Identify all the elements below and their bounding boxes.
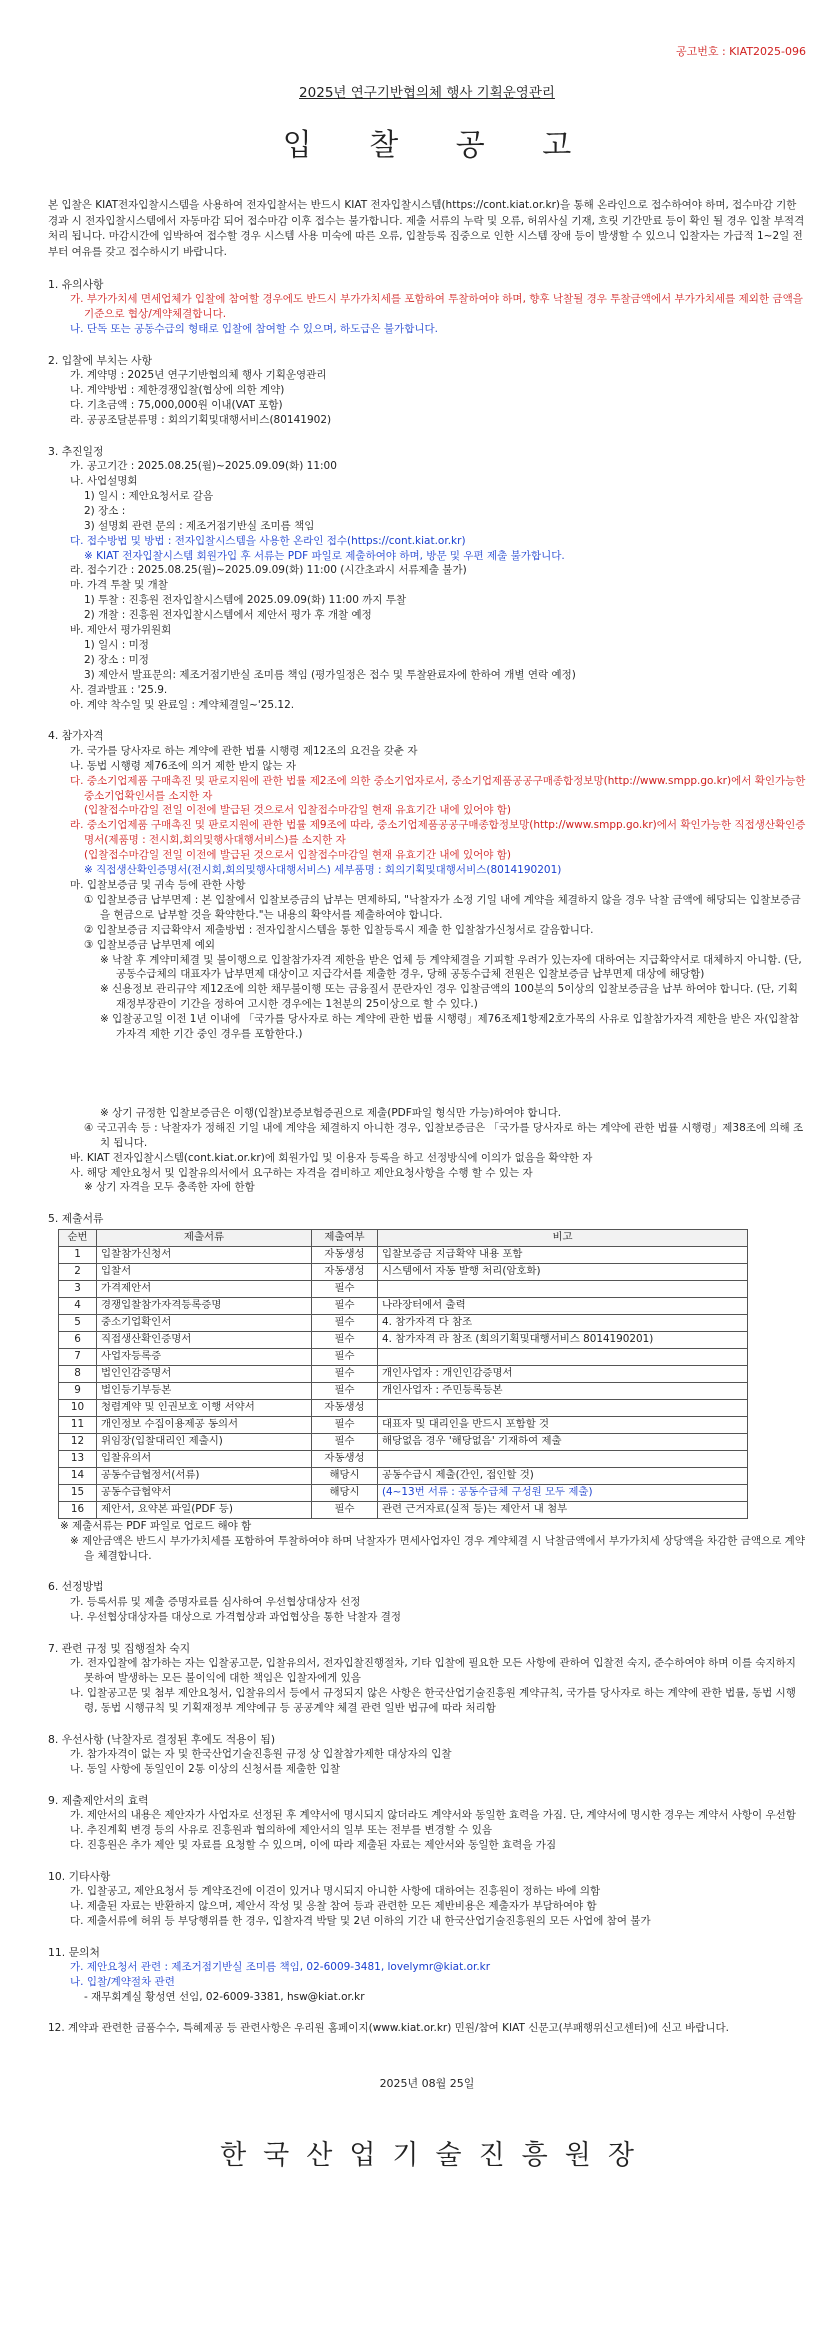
remarks <box>378 1450 748 1467</box>
note: ※ 제출서류는 PDF 파일로 업로드 해야 함 <box>60 1519 252 1532</box>
row-number: 9 <box>59 1382 97 1399</box>
remarks: 관련 근거자료(실적 등)는 제안서 내 첨부 <box>378 1501 748 1518</box>
list-item: 라. 공공조달분류명 : 회의기획및대행서비스(80141902) <box>70 413 332 426</box>
list-item: ④ 국고귀속 등 : 낙찰자가 정해진 기일 내에 계약을 체결하지 아니한 경우, 입찰보증금은 「국가를 당사자로 하는 계약에 관한 법률 시행령」제38조에 의해 조치 됩니다. <box>84 1121 804 1149</box>
submission-status: 필수 <box>312 1331 378 1348</box>
list-item: 라. 중소기업제품 구매촉진 및 판로지원에 관한 법률 제9조에 따라, 중소기업제품공공구매종합정보망(http://www.smpp.go.kr)에서 확인가능한 직접생산확인증명서(제품명 : 전시회,회의및행사대행서비스)를 소지한 자 <box>70 819 806 847</box>
table-row <box>59 1365 748 1382</box>
list-item: 다. 제출서류에 허위 등 부당행위를 한 경우, 입찰자격 박탈 및 2년 이하의 기간 내 한국산업기술진흥원의 모든 사업에 참여 불가 <box>70 1914 651 1927</box>
table-row <box>59 1246 748 1263</box>
submission-status: 필수 <box>312 1297 378 1314</box>
document-name: 직접생산확인증명서 <box>97 1331 312 1348</box>
section-heading: 9. 제출제안서의 효력 <box>48 1793 149 1807</box>
list-item: ③ 입찰보증금 납부면제 예외 <box>84 938 215 951</box>
submission-status: 필수 <box>312 1348 378 1365</box>
list-item: 바. 제안서 평가위원회 <box>70 624 172 637</box>
contact-proposal: 가. 제안요청서 관련 : 제조거점기반실 조미름 책임, 02-6009-3481, lovelymr@kiat.or.kr <box>70 1961 491 1974</box>
note: ※ 직접생산확인증명서(전시회,회의및행사대행서비스) 세부품명 : 회의기획및대행서비스(8014190201) <box>84 864 562 877</box>
document-name: 공동수급협정서(서류) <box>97 1467 312 1484</box>
section-invalid <box>48 1732 806 1777</box>
note: ※ KIAT 전자입찰시스템 회원가입 후 서류는 PDF 파일로 제출하여야 하며, 방문 및 우편 제출 불가합니다. <box>84 549 565 562</box>
section-documents <box>48 1211 806 1563</box>
list-item: 마. 입찰보증금 및 귀속 등에 관한 사항 <box>70 878 246 891</box>
list-item: 가. 전자입찰에 참가하는 자는 입찰공고문, 입찰유의서, 전자입찰진행절차, 기타 입찰에 필요한 모든 사항에 관하여 입찰전 숙지, 준수하여야 하며 이를 숙지하지 못하여 발생하는 모든 불이익에 대한 책임은 입찰자에게 있음 <box>70 1656 796 1684</box>
row-number: 8 <box>59 1365 97 1382</box>
list-item: 나. 입찰공고문 및 첨부 제안요청서, 입찰유의서 등에서 규정되지 않은 사항은 한국산업기술진흥원 계약규칙, 국가를 당사자로 하는 계약에 관한 법률, 동법 시행령, 동법 시행규칙 및 기획재정부 계약예규 등 공공계약 체결 관련 일반 법규에 따라 처리함 <box>70 1686 796 1714</box>
notice-number: 공고번호 : KIAT2025-096 <box>675 45 806 58</box>
remarks <box>378 1399 748 1416</box>
submission-status: 필수 <box>312 1382 378 1399</box>
table-row <box>59 1467 748 1484</box>
table-row <box>59 1280 748 1297</box>
document-name: 법인등기부등본 <box>97 1382 312 1399</box>
section-schedule <box>48 444 806 713</box>
documents-table <box>58 1229 748 1519</box>
table-row <box>59 1297 748 1314</box>
list-item: 나. 추진계획 변경 등의 사유로 진흥원과 협의하에 제안서의 일부 또는 전부를 변경할 수 있음 <box>70 1823 493 1836</box>
row-number: 6 <box>59 1331 97 1348</box>
remarks: 해당없음 경우 '해당없음' 기재하여 제출 <box>378 1433 748 1450</box>
section-heading: 8. 우선사항 (낙찰자로 결정된 후에도 적용이 됨) <box>48 1732 276 1746</box>
note: ※ 낙찰 후 계약미체결 및 불이행으로 입찰참가자격 제한을 받은 업체 등 계약체결을 기피할 우려가 있는자에 대하여는 지급확약서로 대체하지 아니함. (단, 공동수급체의 대표자가 납부면제 대상이고 지급각서를 제출한 경우, 당해 공동수급체 전원은 입찰보증금 납부면제 대상에 해당함) <box>100 953 802 981</box>
notice-date: 2025년 08월 25일 <box>379 2076 475 2090</box>
section-proposal-effect <box>48 1793 806 1853</box>
table-row <box>59 1399 748 1416</box>
column-header: 제출여부 <box>312 1229 378 1246</box>
list-item: 1) 일시 : 제안요청서로 갈음 <box>84 489 214 502</box>
section-selection <box>48 1579 806 1624</box>
list-item: 아. 계약 착수일 및 완료일 : 계약체결일~'25.12. <box>70 698 295 711</box>
list-item: 다. 접수방법 및 방법 : 전자입찰시스템을 사용한 온라인 접수(https://cont.kiat.or.kr) <box>70 534 466 547</box>
note: ※ 제안금액은 반드시 부가가치세를 포함하여 투찰하여야 하며 낙찰자가 면세사업자인 경우 계약체결 시 낙찰금액에서 부가가치세 상당액을 차감한 금액으로 계약을 체결합니다. <box>70 1534 805 1562</box>
section-eligibility <box>48 728 806 1195</box>
column-header: 제출서류 <box>97 1229 312 1246</box>
list-item: 가. 참가자격이 없는 자 및 한국산업기술진흥원 규정 상 입찰참가제한 대상자의 입찰 <box>70 1747 452 1760</box>
list-item: 가. 계약명 : 2025년 연구기반협의체 행사 기획운영관리 <box>70 369 327 382</box>
list-item: 나. 계약방법 : 제한경쟁입찰(협상에 의한 계약) <box>70 384 285 397</box>
page-heading: 입 찰 공 고 <box>282 128 596 164</box>
remarks <box>378 1348 748 1365</box>
list-item: 나. 동일 사항에 동일인이 2통 이상의 신청서를 제출한 입찰 <box>70 1762 341 1775</box>
list-item: 1) 일시 : 미정 <box>84 638 149 651</box>
submission-status: 자동생성 <box>312 1450 378 1467</box>
submission-status: 해당시 <box>312 1484 378 1501</box>
list-item: 라. 접수기간 : 2025.08.25(월)~2025.09.09(화) 11:00 (시간초과시 서류제출 불가) <box>70 564 467 577</box>
table-row <box>59 1263 748 1280</box>
section-heading: 7. 관련 규정 및 집행절차 숙지 <box>48 1641 191 1655</box>
list-item: 1) 투찰 : 진흥원 전자입찰시스템에 2025.09.09(화) 11:00 까지 투찰 <box>84 594 407 607</box>
list-item: (입찰접수마감일 전일 이전에 발급된 것으로서 입찰접수마감일 현재 유효기간 내에 있어야 함) <box>84 849 512 862</box>
list-item: 다. 중소기업제품 구매촉진 및 판로지원에 관한 법률 제2조에 의한 중소기업자로서, 중소기업제품공공구매종합정보망(http://www.smpp.go.kr)에서 확인가능한 중소기업확인서를 소지한 자 <box>70 774 806 802</box>
list-item: ② 입찰보증금 지급확약서 제출방법 : 전자입찰시스템을 통한 입찰등록시 제출 한 입찰참가신청서로 갈음합니다. <box>84 923 594 936</box>
remarks: 4. 참가자격 라 참조 (회의기획및대행서비스 8014190201) <box>378 1331 748 1348</box>
list-item: 바. KIAT 전자입찰시스템(cont.kiat.or.kr)에 회원가입 및 이용자 등록을 하고 선정방식에 이의가 없음을 확약한 자 <box>70 1151 593 1164</box>
list-item: 가. 등록서류 및 제출 증명자료를 심사하여 우선협상대상자 선정 <box>70 1595 361 1608</box>
table-row <box>59 1484 748 1501</box>
document-name: 입찰유의서 <box>97 1450 312 1467</box>
row-number: 1 <box>59 1246 97 1263</box>
table-row <box>59 1433 748 1450</box>
document-name: 공동수급협약서 <box>97 1484 312 1501</box>
project-title: 2025년 연구기반협의체 행사 기획운영관리 <box>299 85 555 101</box>
list-item: 다. 진흥원은 추가 제안 및 자료를 요청할 수 있으며, 이에 따라 제출된 자료는 제안서와 동일한 효력을 가짐 <box>70 1838 557 1851</box>
document-name: 위임장(입찰대리인 제출시) <box>97 1433 312 1450</box>
submission-status: 필수 <box>312 1314 378 1331</box>
document-name: 법인인감증명서 <box>97 1365 312 1382</box>
list-item: 마. 가격 투찰 및 개찰 <box>70 579 168 592</box>
submission-status: 필수 <box>312 1365 378 1382</box>
document-name: 개인정보 수집이용제공 동의서 <box>97 1416 312 1433</box>
submission-status: 자동생성 <box>312 1246 378 1263</box>
submission-status: 자동생성 <box>312 1399 378 1416</box>
list-item: 다. 기초금액 : 75,000,000원 이내(VAT 포함) <box>70 398 283 411</box>
section-regulations <box>48 1641 806 1716</box>
list-item: 2) 장소 : <box>84 504 126 517</box>
list-item: 나. 사업설명회 <box>70 474 138 487</box>
submission-status: 자동생성 <box>312 1263 378 1280</box>
document-name: 입찰참가신청서 <box>97 1246 312 1263</box>
row-number: 12 <box>59 1433 97 1450</box>
list-item: 2) 장소 : 미정 <box>84 653 149 666</box>
section-heading: 1. 유의사항 <box>48 277 104 291</box>
row-number: 3 <box>59 1280 97 1297</box>
section-heading: 11. 문의처 <box>48 1945 100 1959</box>
notes-item-ga: 가. 부가가치세 면세업체가 입찰에 참여할 경우에도 반드시 부가가치세를 포함하여 투찰하여야 하며, 향후 낙찰될 경우 투찰금액에서 부가가치세를 제외한 금액을 기준으로 협상/계약체결합니다. <box>70 293 803 320</box>
row-number: 7 <box>59 1348 97 1365</box>
remarks: 개인사업자 : 개인인감증명서 <box>378 1365 748 1382</box>
contact-person: - 재무회계실 황성연 선임, 02-6009-3381, hsw@kiat.or.kr <box>84 1990 365 2003</box>
row-number: 14 <box>59 1467 97 1484</box>
table-row <box>59 1450 748 1467</box>
note: ※ 입찰공고일 이전 1년 이내에 「국가를 당사자로 하는 계약에 관한 법률 시행령」제76조제1항제2호가목의 사유로 입찰참가자격 제한을 받은 자(입찰참가자격 제한 기간 중인 경우를 포함한다.) <box>100 1013 799 1041</box>
row-number: 2 <box>59 1263 97 1280</box>
remarks: 시스템에서 자동 발행 처리(암호화) <box>378 1263 748 1280</box>
remarks: 나라장터에서 출력 <box>378 1297 748 1314</box>
row-number: 11 <box>59 1416 97 1433</box>
submission-status: 필수 <box>312 1280 378 1297</box>
list-item: 나. 우선협상대상자를 대상으로 가격협상과 과업협상을 통한 낙찰자 결정 <box>70 1610 401 1623</box>
list-item: 사. 결과발표 : '25.9. <box>70 683 168 696</box>
report-text: 12. 계약과 관련한 금품수수, 특혜제공 등 관련사항은 우리원 홈페이지(www.kiat.or.kr) 민원/참여 KIAT 신문고(부패행위신고센터)에 신고 바랍니다. <box>48 2021 729 2034</box>
column-header: 비고 <box>378 1229 748 1246</box>
column-header: 순번 <box>59 1229 97 1246</box>
notes-item-na: 나. 단독 또는 공동수급의 형태로 입찰에 참여할 수 있으며, 하도급은 불가합니다. <box>70 322 438 335</box>
row-number: 5 <box>59 1314 97 1331</box>
table-row <box>59 1382 748 1399</box>
row-number: 16 <box>59 1501 97 1518</box>
intro-paragraph: 본 입찰은 KIAT전자입찰시스템을 사용하여 전자입찰서는 반드시 KIAT 전자입찰시스템(https://cont.kiat.or.kr)을 통해 온라인으로 접수하여야 하며, 접수마감 기한 경과 시 전자입찰시스템에서 자동마감 되어 접수마감 이후 접수는 불가합니다. 제출 서류의 누락 및 오류, 허위사실 기재, 흐릿 기간만료 등이 확인 될 경우 입찰 부적격 처리 됩니다. 마감시간에 임박하여 접수할 경우 시스템 사용 미숙에 따른 오류, 입찰등록 집중으로 인한 시스템 장애 등이 발생할 수 있으니 입찰자는 가급적 1~2일 전부터 여유를 갖고 접수하시기 바랍니다. <box>48 198 805 258</box>
submission-status: 필수 <box>312 1416 378 1433</box>
list-item: 가. 제안서의 내용은 제안자가 사업자로 선정된 후 계약서에 명시되지 않더라도 계약서와 동일한 효력을 가짐. 단, 계약서에 명시한 경우는 계약서 사항이 우선함 <box>70 1808 796 1821</box>
table-header-row <box>59 1229 748 1246</box>
remarks <box>378 1280 748 1297</box>
document-name: 제안서, 요약본 파일(PDF 등) <box>97 1501 312 1518</box>
note: ※ 상기 규정한 입찰보증금은 이행(입찰)보증보험증권으로 제출(PDF파일 형식만 가능)하여야 합니다. <box>100 1106 562 1119</box>
list-item: 가. 입찰공고, 제안요청서 등 계약조건에 이견이 있거나 명시되지 아니한 사항에 대하여는 진흥원이 정하는 바에 의함 <box>70 1885 601 1898</box>
document-name: 경쟁입찰참가자격등록증명 <box>97 1297 312 1314</box>
remarks: 입찰보증금 지급확약 내용 포함 <box>378 1246 748 1263</box>
list-item: 3) 제안서 발표문의: 제조거점기반실 조미름 책임 (평가일정은 접수 및 투찰완료자에 한하여 개별 연락 예정) <box>84 668 576 681</box>
list-item: (입찰접수마감일 전일 이전에 발급된 것으로서 입찰접수마감일 현재 유효기간 내에 있어야 함) <box>84 804 512 817</box>
table-row <box>59 1501 748 1518</box>
section-notes <box>48 277 806 337</box>
document-name: 사업자등록증 <box>97 1348 312 1365</box>
row-number: 10 <box>59 1399 97 1416</box>
section-bid-items <box>48 353 806 428</box>
document-name: 청렴계약 및 인권보호 이행 서약서 <box>97 1399 312 1416</box>
submission-status: 필수 <box>312 1433 378 1450</box>
submission-status: 해당시 <box>312 1467 378 1484</box>
document-name: 중소기업확인서 <box>97 1314 312 1331</box>
section-misc <box>48 1869 806 1929</box>
note: ※ 신용정보 관리규약 제12조에 의한 채무불이행 또는 금융질서 문란자인 경우 입찰금액의 100분의 5이상의 입찰보증금을 납부 하여야 합니다. (단, 기획재정부장관이 기간을 정하여 고시한 경우에는 1천분의 25이상으로 할 수 있다.) <box>100 983 798 1011</box>
section-heading: 10. 기타사항 <box>48 1869 111 1883</box>
list-item: 나. 동법 시행령 제76조에 의거 제한 받지 않는 자 <box>70 759 296 772</box>
section-heading: 4. 참가자격 <box>48 729 104 743</box>
remarks: (4~13번 서류 : 공동수급체 구성원 모두 제출) <box>378 1484 748 1501</box>
row-number: 15 <box>59 1484 97 1501</box>
contact-contract: 나. 입찰/계약절차 관련 <box>70 1975 175 1988</box>
row-number: 13 <box>59 1450 97 1467</box>
document-name: 가격제안서 <box>97 1280 312 1297</box>
list-item: 3) 설명회 관련 문의 : 제조거점기반실 조미름 책임 <box>84 519 315 532</box>
remarks: 4. 참가자격 다 참조 <box>378 1314 748 1331</box>
issuing-organization: 한국산업기술진흥원장 <box>220 2140 651 2172</box>
remarks: 개인사업자 : 주민등록등본 <box>378 1382 748 1399</box>
section-heading: 6. 선정방법 <box>48 1580 104 1594</box>
note: ※ 상기 자격을 모두 충족한 자에 한함 <box>84 1181 255 1194</box>
table-row <box>59 1416 748 1433</box>
list-item: 가. 국가를 당사자로 하는 계약에 관한 법률 시행령 제12조의 요건을 갖춘 자 <box>70 744 418 757</box>
row-number: 4 <box>59 1297 97 1314</box>
section-contact <box>48 1945 806 2005</box>
list-item: 사. 해당 제안요청서 및 입찰유의서에서 요구하는 자격을 겸비하고 제안요청사항을 수행 할 수 있는 자 <box>70 1166 533 1179</box>
table-row <box>59 1331 748 1348</box>
list-item: 나. 제출된 자료는 반환하지 않으며, 제안서 작성 및 응찰 참여 등과 관련한 모든 제반비용은 제출자가 부담하여야 함 <box>70 1899 597 1912</box>
section-heading: 5. 제출서류 <box>48 1212 104 1226</box>
table-row <box>59 1314 748 1331</box>
list-item: 2) 개찰 : 진흥원 전자입찰시스템에서 제안서 평가 후 개찰 예정 <box>84 609 372 622</box>
list-item: ① 입찰보증금 납부면제 : 본 입찰에서 입찰보증금의 납부는 면제하되, "낙찰자가 소정 기일 내에 계약을 체결하지 않을 경우 낙찰 금액에 해당되는 입찰보증금을 현금으로 납부할 것을 확약한다."는 내용의 확약서를 제출하여야 합니다. <box>84 893 801 921</box>
document-name: 입찰서 <box>97 1263 312 1280</box>
remarks: 대표자 및 대리인을 반드시 포함할 것 <box>378 1416 748 1433</box>
remarks: 공동수급시 제출(간인, 접인할 것) <box>378 1467 748 1484</box>
section-heading: 2. 입찰에 부치는 사항 <box>48 353 153 367</box>
section-report <box>48 2021 806 2036</box>
list-item: 가. 공고기간 : 2025.08.25(월)~2025.09.09(화) 11:00 <box>70 460 337 473</box>
table-row <box>59 1348 748 1365</box>
submission-status: 필수 <box>312 1501 378 1518</box>
section-heading: 3. 추진일정 <box>48 444 104 458</box>
